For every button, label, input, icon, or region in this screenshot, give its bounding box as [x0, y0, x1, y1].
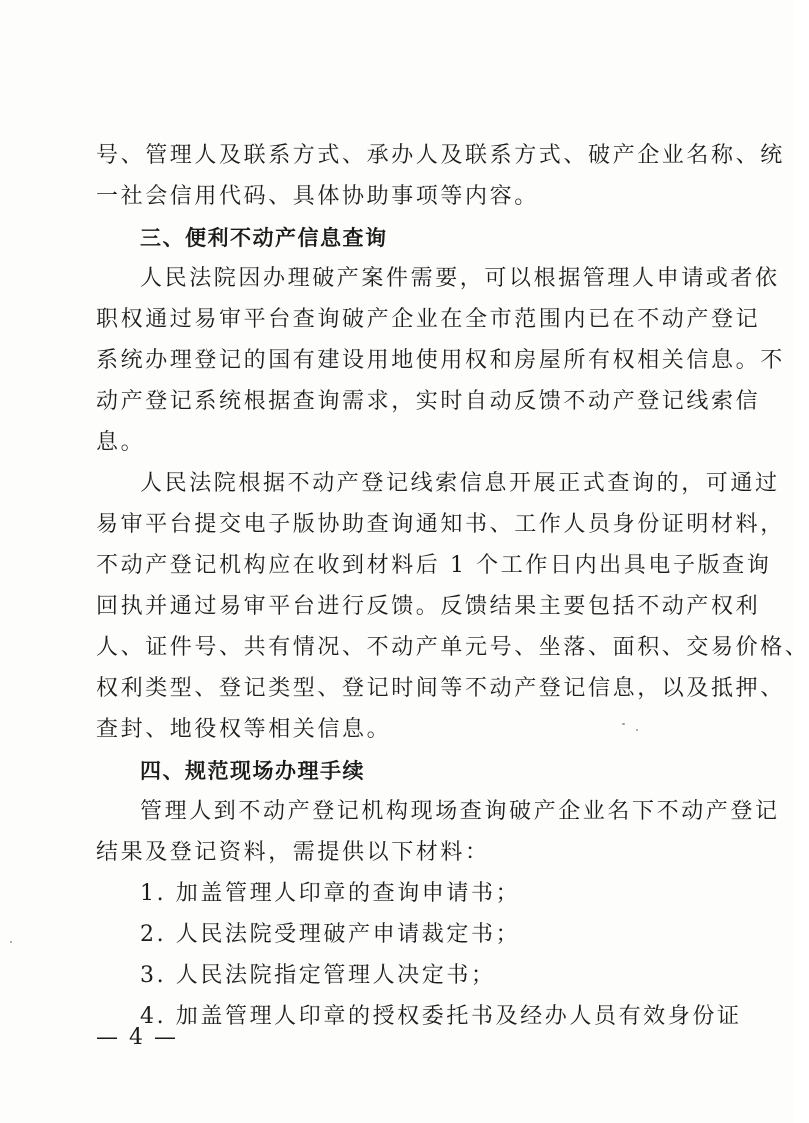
body-line: 息。 — [96, 430, 146, 455]
body-line: 号、管理人及联系方式、承办人及联系方式、破产企业名称、统 — [96, 143, 785, 168]
body-line: 查封、地役权等相关信息。 — [96, 717, 392, 742]
scan-speck — [622, 723, 625, 725]
body-line: 回执并通过易审平台进行反馈。反馈结果主要包括不动产权利 — [96, 594, 761, 619]
body-line: 动产登记系统根据查询需求，实时自动反馈不动产登记线索信 — [96, 389, 761, 414]
body-line: 职权通过易审平台查询破产企业在全市范围内已在不动产登记 — [96, 307, 761, 332]
body-line: 系统办理登记的国有建设用地使用权和房屋所有权相关信息。不 — [96, 348, 785, 373]
body-line: 一社会信用代码、具体协助事项等内容。 — [96, 184, 539, 209]
section-heading: 四、规范现场办理手续 — [140, 759, 365, 783]
body-line: 人、证件号、共有情况、不动产单元号、坐落、面积、交易价格、 — [96, 635, 809, 660]
body-line: 人民法院根据不动产登记线索信息开展正式查询的，可通过 — [140, 471, 780, 496]
body-line: 权利类型、登记类型、登记时间等不动产登记信息，以及抵押、 — [96, 676, 785, 701]
scan-speck — [10, 941, 12, 943]
body-line: 管理人到不动产登记机构现场查询破产企业名下不动产登记 — [140, 799, 780, 824]
section-heading: 三、便利不动产信息查询 — [140, 226, 388, 250]
page-number: — 4 — — [96, 1025, 178, 1050]
list-item: 4. 加盖管理人印章的授权委托书及经办人员有效身份证 — [140, 1004, 742, 1029]
list-item: 1. 加盖管理人印章的查询申请书； — [140, 881, 521, 906]
body-line: 人民法院因办理破产案件需要，可以根据管理人申请或者依 — [140, 266, 780, 291]
list-item: 2. 人民法院受理破产申请裁定书； — [140, 922, 521, 947]
body-line: 易审平台提交电子版协助查询通知书、工作人员身份证明材料， — [96, 512, 785, 537]
body-line: 结果及登记资料，需提供以下材料： — [96, 840, 490, 865]
list-item: 3. 人民法院指定管理人决定书； — [140, 963, 496, 988]
scan-speck — [636, 729, 638, 731]
body-line: 不动产登记机构应在收到材料后 1 个工作日内出具电子版查询 — [96, 553, 772, 578]
